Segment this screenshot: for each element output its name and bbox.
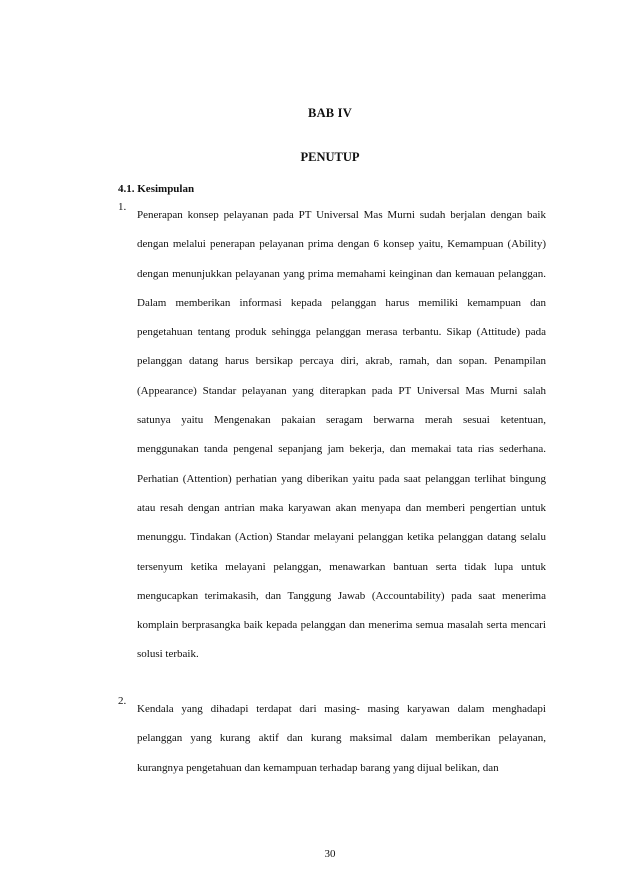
list-item-text: Kendala yang dihadapi terdapat dari masing- masing karyawan dalam menghadapi pelanggan yang kurang aktif dan kurang maksimal dalam memberikan pelayanan, kurangnya pengetahuan dan kemampuan terhadap barang yang dijual belikan, dan (137, 703, 546, 774)
list-item-number: 2. (118, 695, 127, 707)
list-item (118, 201, 546, 670)
list-item-text: Penerapan konsep pelayanan pada PT Universal Mas Murni sudah berjalan dengan baik dengan melalui penerapan pelayanan prima dengan 6 konsep yaitu, Kemampuan (Ability) dengan menunjukkan pelayanan yang prima memahami keinginan dan kemauan pelanggan. Dalam memberikan informasi kepada pelanggan harus memiliki kemampuan dan pengetahuan tentang produk sehingga pelanggan merasa terbantu. Sikap (Attitude) pada pelanggan datang harus bersikap percaya diri, akrab, ramah, dan sopan. Penampilan (Appearance) Standar pelayanan yang diterapkan pada PT Universal Mas Murni salah satunya yaitu Mengenakan pakaian seragam berwarna merah sesuai ketentuan, menggunakan tanda pengenal sepanjang jam bekerja, dan memakai tata rias sederhana. Perhatian (Attention) perhatian yang diberikan yaitu pada saat pelanggan terlihat bingung atau resah dengan antrian maka karyawan akan menyapa dan memberi pengertian untuk menunggu. Tindakan (Action) Standar melayani pelanggan ketika pelanggan datang selalu tersenyum ketika melayani pelanggan, menawarkan bantuan serta tidak lupa untuk mengucapkan terimakasih, dan Tanggung Jawab (Accountability) pada saat menerima komplain berprasangka baik kepada pelanggan dan menerima semua masalah serta mencari solusi terbaik. (137, 209, 546, 661)
section-heading: 4.1. Kesimpulan (118, 183, 195, 195)
list-item (118, 695, 546, 783)
chapter-title: PENUTUP (300, 150, 360, 164)
list-item-number: 1. (118, 201, 127, 213)
chapter-heading: BAB IV (308, 106, 352, 120)
page-number: 30 (324, 848, 336, 860)
